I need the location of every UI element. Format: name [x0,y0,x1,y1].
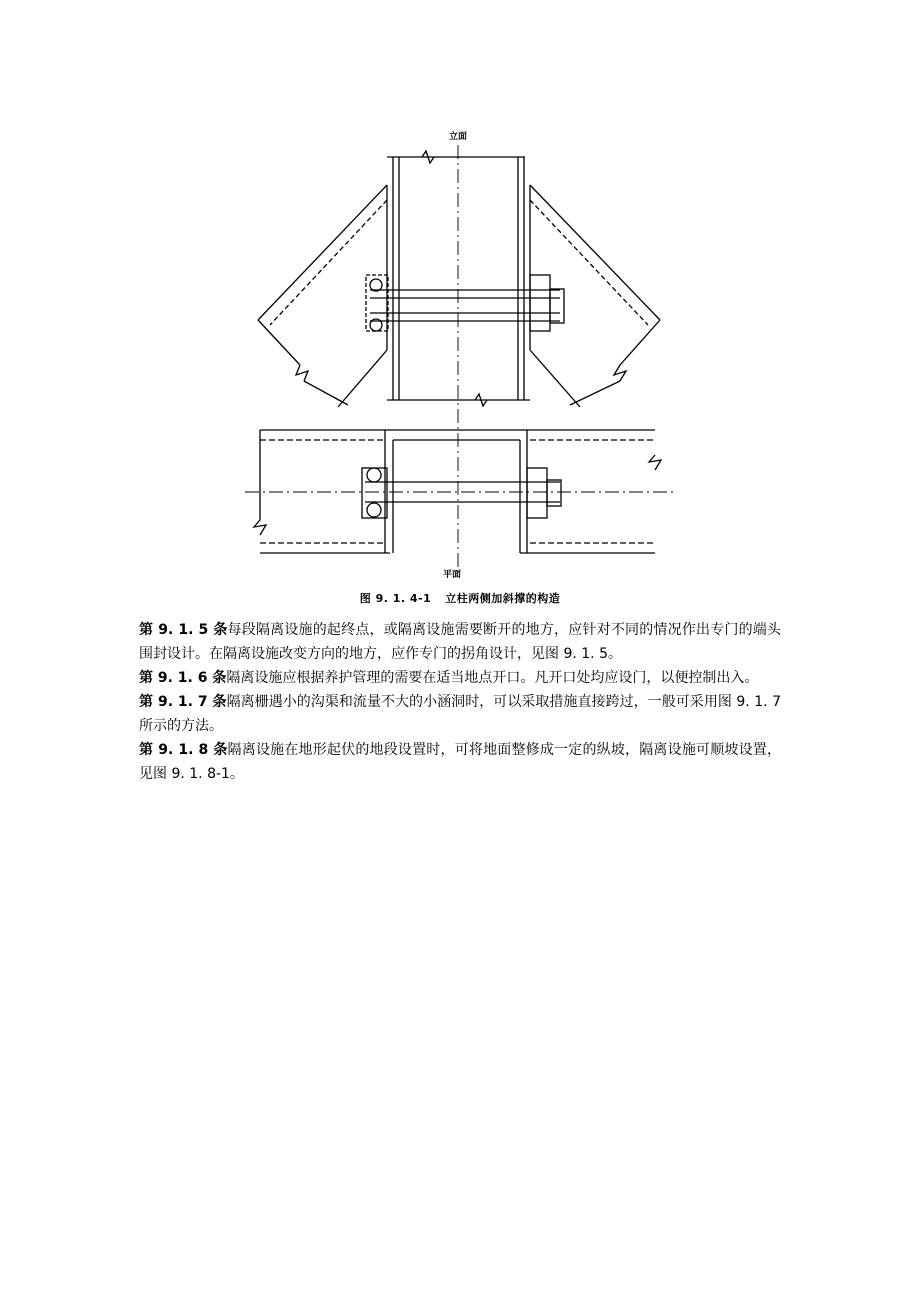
clause-text: 每段隔离设施的起终点，或隔离设施需要断开的地方，应针对不同的情况作出专门的端头围封设计。在隔离设施改变方向的地方，应作专门的拐角设计，见图 9. 1. 5。 [139,622,782,662]
clause-9-1-6 [139,666,781,690]
figure-number: 图 9. 1. 4-1 [359,592,432,605]
clause-text: 隔离栅遇小的沟渠和流量不大的小涵洞时，可以采取措施直接跨过，一般可采用图 9. 1. 7 所示的方法。 [139,694,781,734]
technical-drawing [230,125,690,585]
elevation-label: 立面 [448,132,468,142]
clause-ref: 第 9. 1. 7 条 [139,694,227,710]
clause-ref: 第 9. 1. 8 条 [139,742,228,758]
clause-9-1-5 [139,618,781,666]
figure-title: 立柱两侧加斜撑的构造 [445,592,561,605]
clause-ref: 第 9. 1. 6 条 [139,670,227,686]
clause-text: 隔离设施在地形起伏的地段设置时，可将地面整修成一定的纵坡，隔离设施可顺坡设置，见图 9. 1. 8-1。 [139,742,782,782]
clause-9-1-7 [139,690,781,738]
clause-ref: 第 9. 1. 5 条 [139,622,228,638]
plan-label: 平面 [442,570,462,580]
clause-text: 隔离设施应根据养护管理的需要在适当地点开口。凡开口处均应设门，以便控制出入。 [226,670,759,686]
clause-list [139,618,781,786]
brace-construction-diagram [230,125,690,585]
figure-caption [0,590,920,606]
clause-9-1-8 [139,738,781,786]
